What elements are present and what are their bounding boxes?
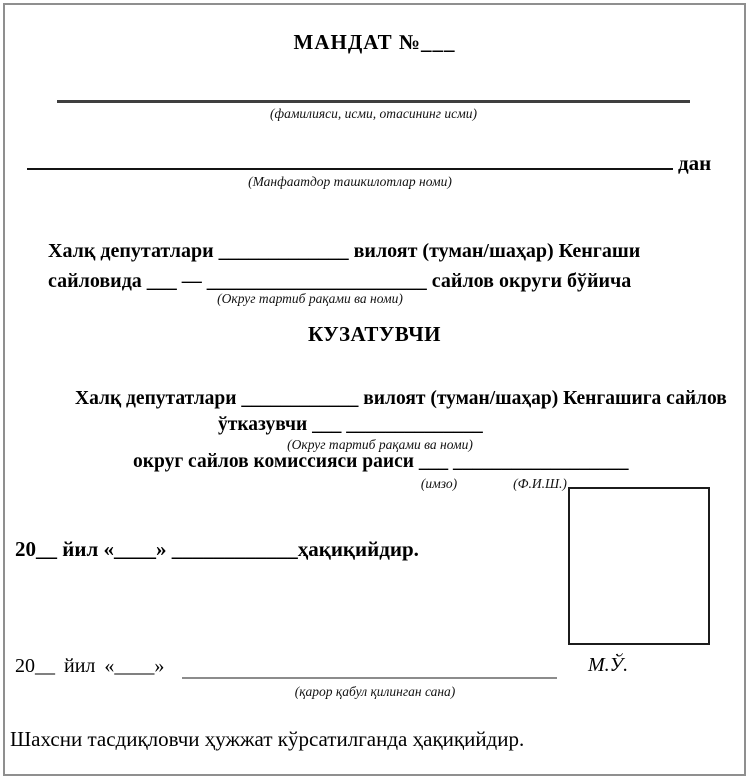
decision-date-fill-line <box>182 677 557 679</box>
commission-line-1: Халқ депутатлари ____________ вилоят (туман/шаҳар) Кенгашига сайлов <box>75 388 727 409</box>
commission-caption: (Округ тартиб рақами ва номи) <box>287 437 473 452</box>
seal-abbr: М.Ў. <box>588 654 629 676</box>
stamp-box <box>568 487 710 645</box>
name-fill-line <box>57 100 690 103</box>
commission-line-3: округ сайлов комиссияси раиси ___ __________________ <box>133 451 629 472</box>
role-heading: КУЗАТУВЧИ <box>308 322 441 346</box>
decision-date-caption: (қарор қабул қилинган сана) <box>294 684 456 699</box>
document-title: МАНДАТ №___ <box>293 30 456 54</box>
footer-note: Шахсни тасдиқловчи ҳужжат кўрсатилганда ҳақиқийдир. <box>10 727 525 751</box>
district-caption: (Округ тартиб рақами ва номи) <box>217 291 403 306</box>
org-suffix: дан <box>678 151 712 175</box>
commission-line-2: ўтказувчи ___ ______________ <box>218 414 483 435</box>
district-line-1: Халқ депутатлари _____________ вилоят (туман/шаҳар) Кенгаши <box>48 240 641 262</box>
district-line-2: сайловида ___ — ______________________ сайлов округи бўйича <box>48 270 632 292</box>
signature-caption: (имзо) <box>420 476 458 491</box>
name-caption: (фамилияси, исми, отасининг исми) <box>269 106 477 121</box>
fio-caption: (Ф.И.Ш.) <box>513 476 567 491</box>
decision-date-prefix: 20__ йил «____» <box>15 655 165 677</box>
org-caption: (Манфаатдор ташкилотлар номи) <box>248 174 452 189</box>
org-fill-line <box>27 168 673 170</box>
validity-line: 20__ йил «____» ____________ҳақиқийдир. <box>15 537 419 561</box>
